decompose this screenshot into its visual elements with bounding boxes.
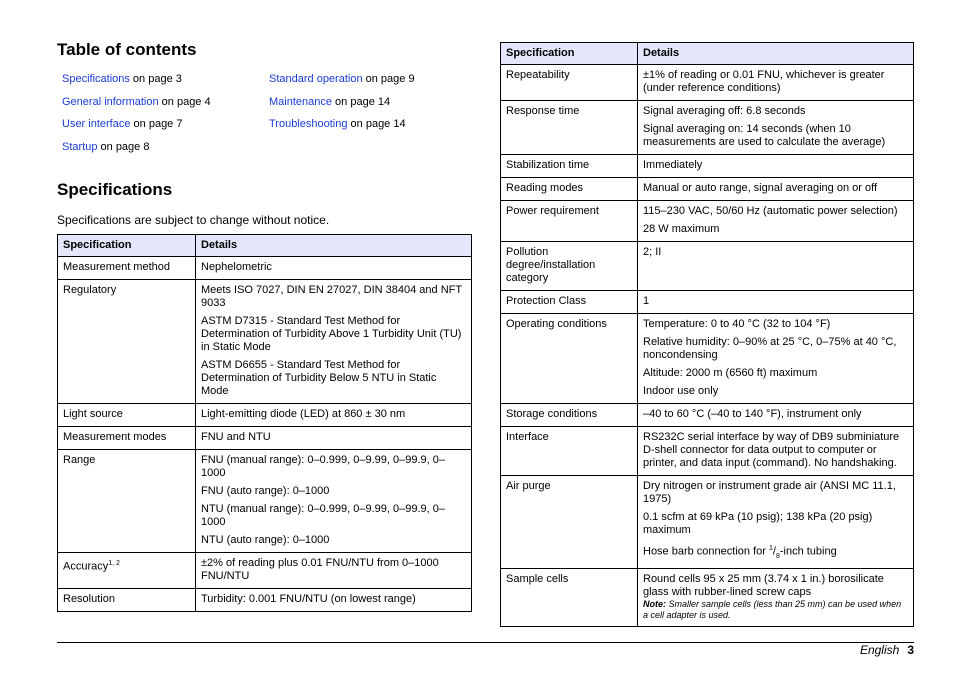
spec-detail-line: Relative humidity: 0–90% at 25 °C, 0–75% at 40 °C, noncondensing — [643, 336, 897, 361]
table-header-row — [501, 43, 914, 65]
table-row — [58, 257, 472, 280]
right-column — [500, 42, 914, 627]
spec-detail-line: FNU (manual range): 0–0.999, 0–9.99, 0–99.9, 0–1000 — [201, 454, 445, 479]
column-header-specification: Specification — [58, 235, 196, 257]
spec-name-cell — [501, 476, 638, 569]
spec-name-cell — [501, 314, 638, 404]
spec-detail-line: 1 — [643, 295, 650, 307]
table-row — [501, 476, 914, 569]
specifications-heading: Specifications — [57, 180, 173, 199]
toc-page-ref: on page 3 — [129, 73, 182, 85]
toc-link-troubleshooting[interactable]: Troubleshooting — [269, 118, 348, 130]
specifications-intro: Specifications are subject to change without notice. — [57, 213, 330, 227]
spec-details-cell — [638, 314, 914, 404]
spec-name-cell — [58, 427, 196, 450]
footer-divider — [57, 642, 914, 643]
spec-table-right — [500, 42, 914, 627]
table-row — [58, 553, 472, 589]
footnote-ref: 1, 2 — [108, 560, 120, 567]
table-row — [58, 404, 472, 427]
spec-name: Regulatory — [63, 284, 117, 296]
spec-name-cell — [58, 280, 196, 404]
spec-name: Stabilization time — [506, 159, 590, 171]
spec-detail-line: NTU (auto range): 0–1000 — [201, 534, 330, 546]
table-row — [58, 589, 472, 612]
toc-page-ref: on page 14 — [347, 118, 406, 130]
spec-detail-line: ±2% of reading plus 0.01 FNU/NTU from 0–1000 FNU/NTU — [201, 557, 439, 582]
toc-entry — [269, 72, 469, 95]
table-row — [501, 201, 914, 242]
spec-detail-line: –40 to 60 °C (–40 to 140 °F), instrument only — [643, 408, 862, 420]
spec-details-cell — [196, 553, 472, 589]
toc-link-specifications[interactable]: Specifications — [62, 73, 130, 85]
page-number: 3 — [907, 643, 914, 657]
spec-details-cell — [638, 155, 914, 178]
spec-detail-line: 28 W maximum — [643, 223, 720, 235]
spec-name-cell — [501, 155, 638, 178]
spec-name: Resolution — [63, 593, 115, 605]
toc-list — [62, 72, 472, 162]
table-row — [501, 404, 914, 427]
page-footer — [860, 643, 914, 657]
spec-detail-line: ±1% of reading or 0.01 FNU, whichever is greater (under reference conditions) — [643, 69, 885, 94]
spec-details-cell — [196, 404, 472, 427]
spec-name: Reading modes — [506, 182, 584, 194]
spec-detail-line: Turbidity: 0.001 FNU/NTU (on lowest range) — [201, 593, 416, 605]
spec-name: Interface — [506, 431, 549, 443]
spec-detail-line: Altitude: 2000 m (6560 ft) maximum — [643, 367, 818, 379]
spec-name-cell — [501, 404, 638, 427]
toc-link-user-interface[interactable]: User interface — [62, 118, 131, 130]
spec-name-cell — [501, 568, 638, 626]
spec-name: Power requirement — [506, 205, 599, 217]
toc-entry — [62, 117, 269, 140]
table-row — [501, 568, 914, 626]
spec-note — [643, 599, 908, 621]
note-label: Note: — [643, 598, 666, 609]
toc-entry — [62, 72, 269, 95]
spec-details-cell — [638, 291, 914, 314]
spec-detail-line: NTU (manual range): 0–0.999, 0–9.99, 0–99.9, 0–1000 — [201, 503, 445, 528]
spec-name-cell — [501, 242, 638, 291]
spec-name: Measurement method — [63, 261, 170, 273]
spec-detail-line: Immediately — [643, 159, 703, 171]
spec-details-cell — [196, 589, 472, 612]
spec-table-right-body — [501, 65, 914, 627]
table-row — [501, 155, 914, 178]
spec-details-cell — [638, 568, 914, 626]
spec-details-cell — [638, 65, 914, 101]
spec-name-cell — [501, 178, 638, 201]
spec-detail-line: Meets ISO 7027, DIN EN 27027, DIN 38404 and NFT 9033 — [201, 284, 462, 309]
toc-page-ref: on page 4 — [158, 95, 211, 108]
spec-detail-line: Round cells 95 x 25 mm (3.74 x 1 in.) borosilicate glass with rubber-lined screw caps — [643, 572, 884, 598]
spec-detail-line: Temperature: 0 to 40 °C (32 to 104 °F) — [643, 318, 831, 330]
table-row — [58, 280, 472, 404]
spec-name: Repeatability — [506, 69, 570, 81]
table-row — [58, 427, 472, 450]
spec-detail-line: 115–230 VAC, 50/60 Hz (automatic power selection) — [643, 205, 898, 217]
left-column — [57, 38, 472, 612]
spec-detail-line: Hose barb connection for $^1/_8$-inch tubing — [643, 545, 837, 560]
spec-detail-line: Nephelometric — [201, 261, 272, 273]
toc-page-ref: on page 8 — [97, 140, 150, 153]
spec-name: Range — [63, 454, 96, 466]
spec-detail-line: RS232C serial interface by way of DB9 subminiature D-shell connector for data output to computer or printer, and data input (command). No handshaking. — [643, 431, 900, 469]
spec-details-cell — [196, 280, 472, 404]
spec-detail-line: Indoor use only — [643, 385, 719, 397]
spec-details-cell — [196, 450, 472, 553]
spec-details-cell — [638, 201, 914, 242]
note-text: Smaller sample cells (less than 25 mm) can be used when a cell adapter is used. — [643, 598, 902, 620]
table-row — [58, 450, 472, 553]
spec-detail-line: FNU and NTU — [201, 431, 271, 443]
spec-details-cell — [638, 404, 914, 427]
fraction-numerator: 1 — [768, 545, 773, 552]
spec-name-cell — [501, 101, 638, 155]
toc-page-ref: on page 9 — [362, 73, 415, 85]
table-row — [501, 65, 914, 101]
table-row — [501, 178, 914, 201]
toc-entry — [269, 117, 469, 140]
table-row — [501, 101, 914, 155]
toc-link-general-information[interactable]: General information — [62, 95, 159, 108]
spec-details-cell — [196, 257, 472, 280]
spec-name: Operating conditions — [506, 318, 607, 330]
toc-link-standard-operation[interactable]: Standard operation — [269, 73, 363, 85]
toc-page-ref: on page 7 — [130, 118, 183, 130]
spec-detail-line: Signal averaging on: 14 seconds (when 10 measurements are used to calculate the average) — [643, 123, 886, 148]
spec-name-cell — [58, 404, 196, 427]
spec-name-cell — [58, 257, 196, 280]
spec-detail-line: 2; II — [643, 246, 662, 258]
toc-entry — [62, 95, 269, 118]
table-row — [501, 427, 914, 476]
table-row — [501, 314, 914, 404]
toc-link-maintenance[interactable]: Maintenance — [269, 95, 332, 108]
column-header-details: Details — [196, 235, 472, 257]
spec-name: Air purge — [506, 480, 551, 492]
spec-name: Accuracy — [63, 560, 109, 573]
spec-detail-line: Light-emitting diode (LED) at 860 ± 30 nm — [201, 408, 406, 420]
spec-name-cell — [501, 201, 638, 242]
spec-detail-line: Signal averaging off: 6.8 seconds — [643, 105, 806, 117]
table-header-row — [58, 235, 472, 257]
spec-detail-line: FNU (auto range): 0–1000 — [201, 485, 330, 497]
spec-detail-line: ASTM D6655 - Standard Test Method for Determination of Turbidity Below 5 NTU in Static Mode — [201, 359, 437, 397]
spec-detail-line: 0.1 scfm at 69 kPa (10 psig); 138 kPa (20 psig) maximum — [643, 511, 873, 536]
spec-details-cell — [638, 242, 914, 291]
fraction-denominator: 8 — [775, 552, 780, 560]
column-header-specification: Specification — [501, 43, 638, 65]
spec-name: Protection Class — [506, 295, 587, 307]
table-row — [501, 242, 914, 291]
spec-name: Measurement modes — [63, 431, 167, 443]
footer-language: English — [859, 643, 900, 657]
spec-detail-line: Manual or auto range, signal averaging on or off — [643, 182, 878, 194]
toc-page-ref: on page 14 — [332, 95, 391, 108]
spec-details-cell — [638, 101, 914, 155]
spec-name-cell — [58, 589, 196, 612]
spec-table-left-body — [58, 257, 472, 612]
spec-name: Sample cells — [506, 572, 569, 585]
spec-details-cell — [638, 476, 914, 569]
spec-details-cell — [196, 427, 472, 450]
table-row — [501, 291, 914, 314]
spec-name-cell — [58, 553, 196, 589]
spec-details-cell — [638, 178, 914, 201]
spec-name: Storage conditions — [506, 408, 598, 420]
spec-details-cell — [638, 427, 914, 476]
column-header-details: Details — [638, 43, 914, 65]
toc-link-startup[interactable]: Startup — [62, 140, 98, 153]
spec-name-cell — [501, 427, 638, 476]
toc-title: Table of contents — [57, 40, 197, 59]
spec-detail-line: Dry nitrogen or instrument grade air (ANSI MC 11.1, 1975) — [643, 480, 896, 505]
toc-entry — [62, 140, 269, 163]
spec-table-left — [57, 234, 472, 612]
spec-name-cell — [58, 450, 196, 553]
toc-entry — [269, 95, 469, 118]
spec-name: Response time — [506, 105, 580, 117]
spec-name: Light source — [63, 408, 123, 420]
spec-name: Pollution degree/installation category — [506, 246, 596, 284]
spec-name-cell — [501, 65, 638, 101]
spec-detail-line: ASTM D7315 - Standard Test Method for Determination of Turbidity Above 1 Turbidity Unit (TU) in Static Mode — [201, 315, 462, 353]
spec-name-cell — [501, 291, 638, 314]
